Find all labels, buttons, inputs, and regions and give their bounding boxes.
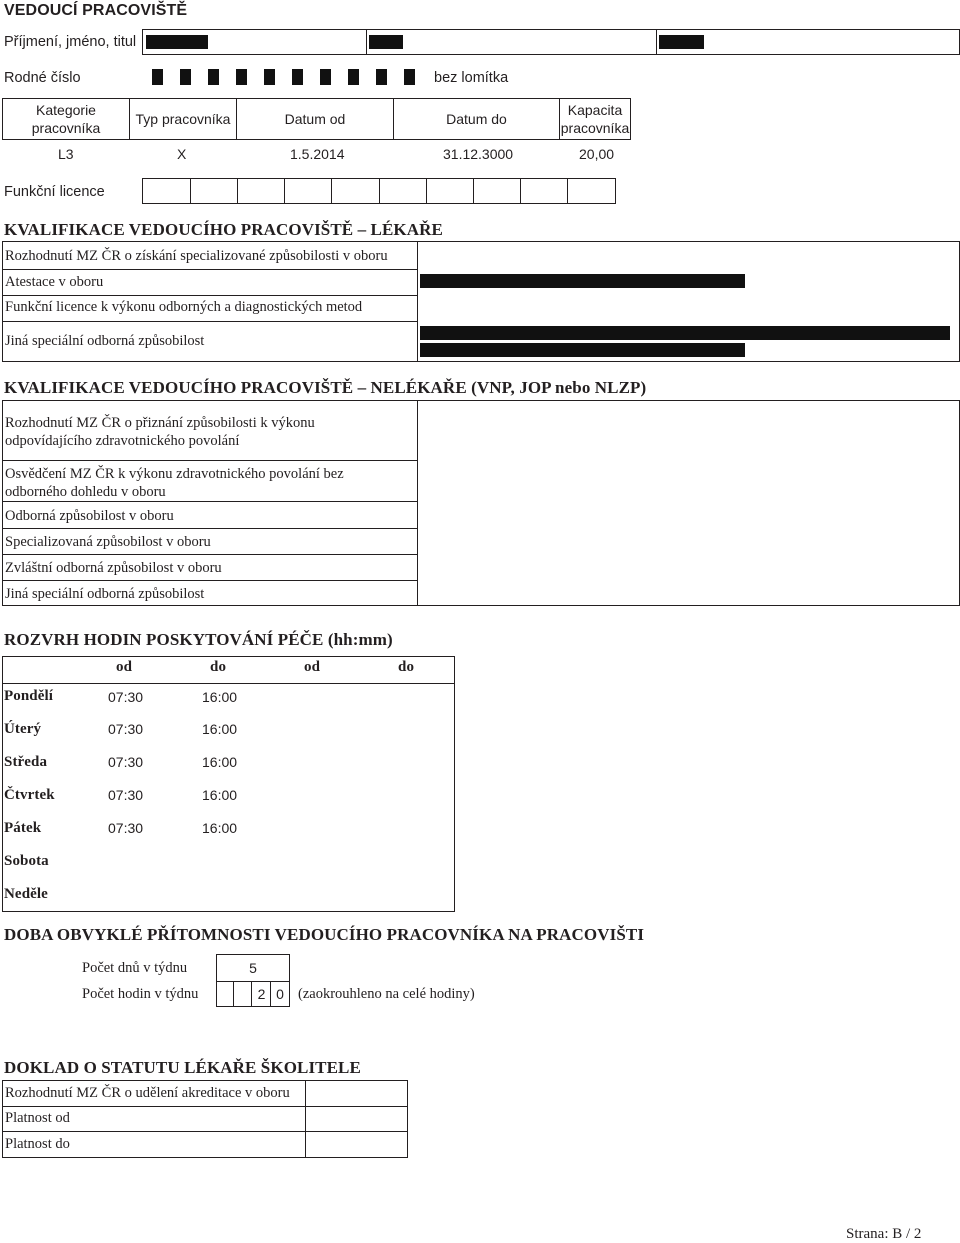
schedule-day-streda: Středa	[4, 754, 48, 770]
lekar-row-rozhodnuti: Rozhodnutí MZ ČR o získání specializované způsobilosti v oboru	[5, 248, 388, 264]
licence-boxes[interactable]	[142, 178, 616, 204]
value-typ: X	[177, 146, 187, 162]
schedule-day-nedele: Neděle	[4, 886, 48, 902]
nelekar-row-specializovana: Specializovaná způsobilost v oboru	[5, 534, 211, 550]
name-field[interactable]	[142, 29, 960, 55]
days-label: Počet dnů v týdnu	[82, 960, 188, 976]
redacted-title	[659, 35, 704, 49]
lekar-row-atestace: Atestace v oboru	[5, 274, 104, 290]
schedule-utery-od: 07:30	[108, 721, 144, 737]
nelekar-row-jina: Jiná speciální odborná způsobilost	[5, 586, 205, 602]
schedule-header-od1: od	[116, 659, 133, 675]
redacted-firstname	[369, 35, 403, 49]
hours-digit-3: 2	[257, 986, 266, 1002]
value-datum-od: 1.5.2014	[290, 146, 345, 162]
redacted-atestace	[420, 274, 745, 288]
section-title-rozvrh: ROZVRH HODIN POSKYTOVÁNÍ PÉČE (hh:mm)	[4, 630, 393, 649]
header-kategorie: Kategorie pracovníka	[2, 98, 130, 140]
lekar-row-licence: Funkční licence k výkonu odborných a diagnostických metod	[5, 299, 363, 315]
schedule-ctvrtek-od: 07:30	[108, 787, 144, 803]
redacted-jina-2	[420, 343, 745, 357]
schedule-streda-od: 07:30	[108, 754, 144, 770]
page-number: Strana: B / 2	[846, 1226, 922, 1242]
schedule-day-sobota: Sobota	[4, 853, 49, 869]
schedule-day-patek: Pátek	[4, 820, 42, 836]
section-title-skolitel: DOKLAD O STATUTU LÉKAŘE ŠKOLITELE	[4, 1058, 361, 1077]
section-title-nelekar: KVALIFIKACE VEDOUCÍHO PRACOVIŠTĚ – NELÉKAŘE (VNP, JOP nebo NLZP)	[4, 378, 647, 397]
schedule-utery-do: 16:00	[202, 721, 238, 737]
hours-label: Počet hodin v týdnu	[82, 986, 199, 1002]
section-title-vedouci: VEDOUCÍ PRACOVIŠTĚ	[4, 2, 188, 19]
name-label: Příjmení, jméno, titul	[4, 34, 137, 50]
rc-digit-boxes[interactable]	[152, 69, 422, 85]
schedule-day-utery: Úterý	[4, 721, 42, 737]
nelekar-row-rozhodnuti: Rozhodnutí MZ ČR o přiznání způsobilosti k výkonu odpovídajícího zdravotnického povolání	[5, 415, 315, 449]
lekar-row-jina: Jiná speciální odborná způsobilost	[5, 333, 205, 349]
header-kapacita: Kapacita pracovníka	[559, 98, 631, 140]
schedule-ctvrtek-do: 16:00	[202, 787, 238, 803]
licence-label: Funkční licence	[4, 184, 105, 200]
schedule-header-od2: od	[304, 659, 321, 675]
value-kapacita: 20,00	[579, 146, 615, 162]
schedule-patek-do: 16:00	[202, 820, 238, 836]
header-datum-do: Datum do	[393, 98, 560, 140]
days-field[interactable]: 5	[216, 954, 290, 982]
nelekar-row-osvedceni: Osvědčení MZ ČR k výkonu zdravotnického povolání bez odborného dohledu v oboru	[5, 466, 344, 500]
schedule-pondeli-od: 07:30	[108, 689, 144, 705]
skolitel-row-platnost-do: Platnost do	[5, 1136, 70, 1152]
hours-field[interactable]	[216, 981, 290, 1007]
rc-label: Rodné číslo	[4, 70, 81, 86]
redacted-jina-1	[420, 326, 950, 340]
rc-suffix: bez lomítka	[434, 70, 509, 86]
schedule-header-do2: do	[398, 659, 415, 675]
schedule-pondeli-do: 16:00	[202, 689, 238, 705]
hours-note: (zaokrouhleno na celé hodiny)	[298, 986, 475, 1002]
schedule-header-do1: do	[210, 659, 227, 675]
schedule-day-pondeli: Pondělí	[4, 688, 54, 704]
header-datum-od: Datum od	[236, 98, 394, 140]
schedule-streda-do: 16:00	[202, 754, 238, 770]
schedule-patek-od: 07:30	[108, 820, 144, 836]
value-datum-do: 31.12.3000	[443, 146, 514, 162]
section-title-lekar: KVALIFIKACE VEDOUCÍHO PRACOVIŠTĚ – LÉKAŘE	[4, 220, 443, 239]
section-title-doba: DOBA OBVYKLÉ PŘÍTOMNOSTI VEDOUCÍHO PRACOVNÍKA NA PRACOVIŠTI	[4, 925, 645, 944]
redacted-surname	[146, 35, 208, 49]
skolitel-row-platnost-od: Platnost od	[5, 1110, 70, 1126]
value-kategorie: L3	[58, 146, 74, 162]
nelekar-row-zvlastni: Zvláštní odborná způsobilost v oboru	[5, 560, 222, 576]
header-typ: Typ pracovníka	[129, 98, 237, 140]
schedule-day-ctvrtek: Čtvrtek	[4, 787, 55, 803]
skolitel-row-rozhodnuti: Rozhodnutí MZ ČR o udělení akreditace v oboru	[5, 1085, 290, 1101]
nelekar-row-odborna: Odborná způsobilost v oboru	[5, 508, 174, 524]
hours-digit-4: 0	[276, 986, 284, 1002]
